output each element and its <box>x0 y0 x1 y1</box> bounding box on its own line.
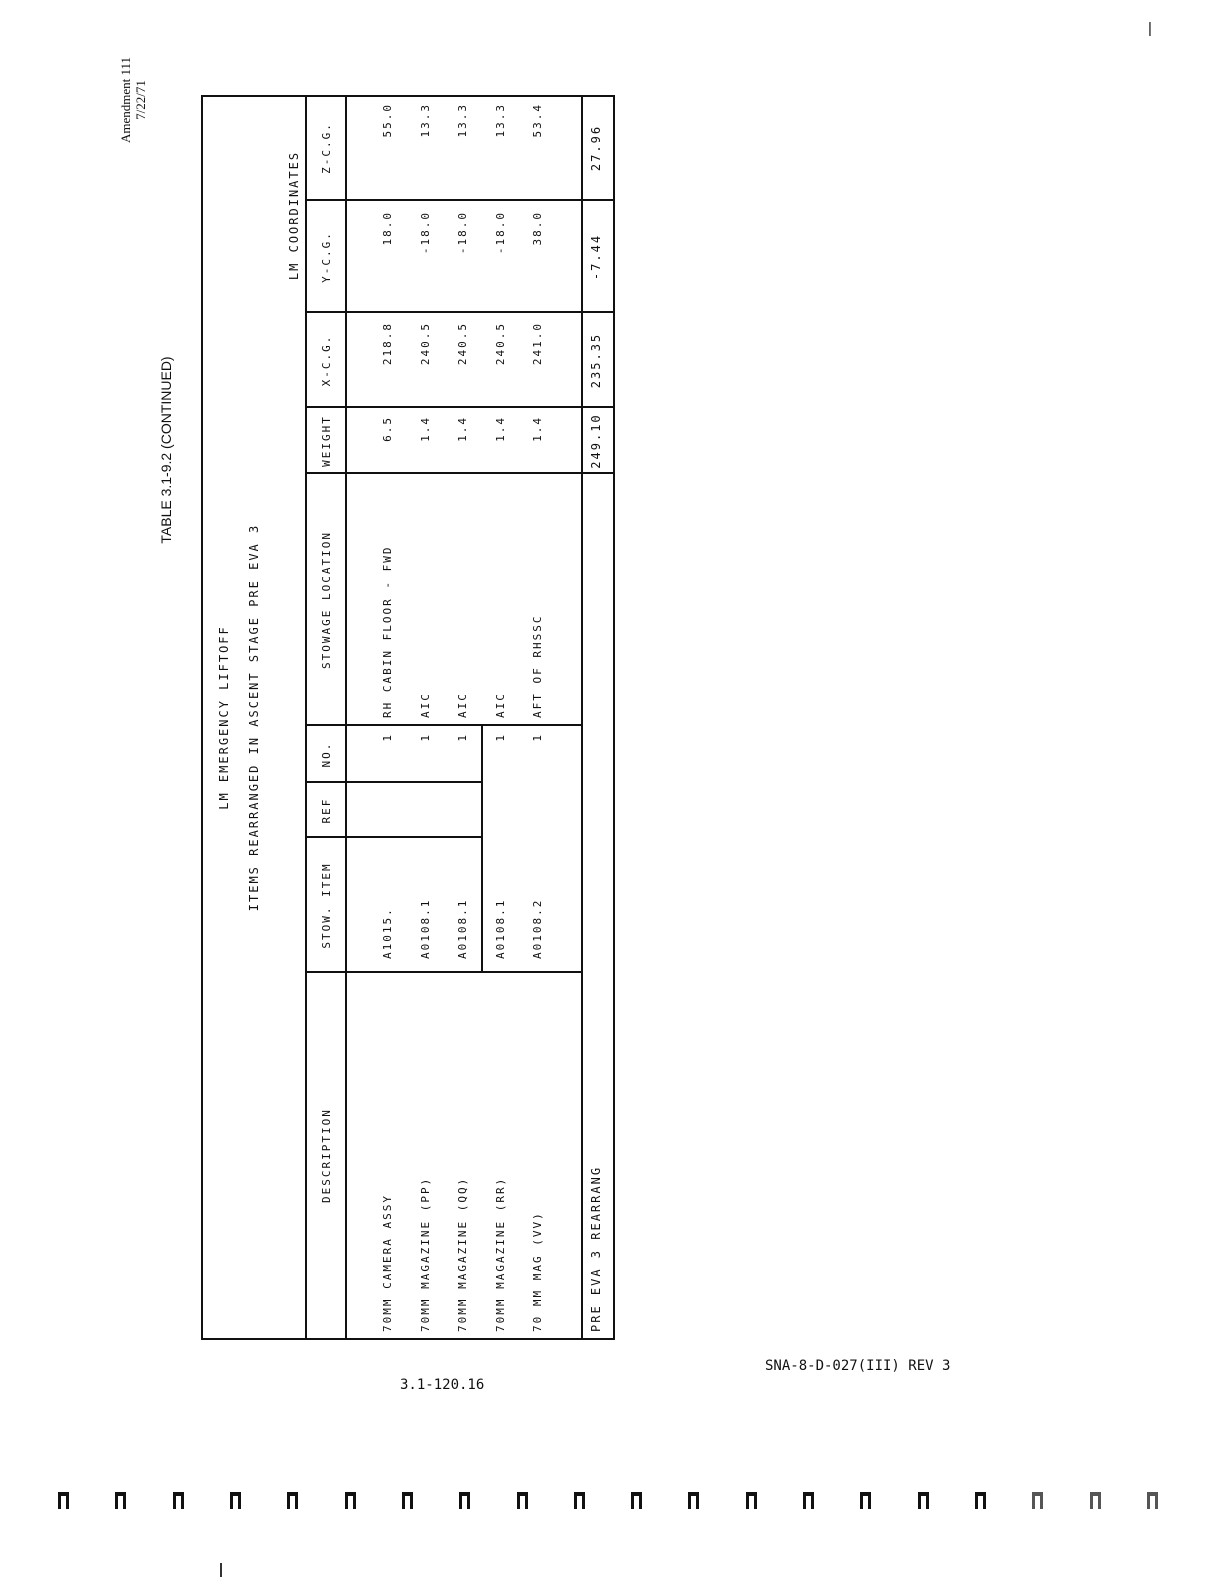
table-caption-1: LM EMERGENCY LIFTOFF <box>217 625 231 810</box>
table-row: 70MM MAGAZINE (RR) <box>493 1176 507 1332</box>
table-cell: A0108.1 <box>493 898 507 959</box>
table-cell: -18.0 <box>493 211 507 255</box>
registration-mark <box>574 1492 585 1509</box>
scan-artifact-mark <box>220 1563 222 1577</box>
table-cell: 1 <box>418 733 432 742</box>
total-row <box>579 97 613 1338</box>
registration-mark <box>58 1492 69 1509</box>
col-divider <box>305 724 583 726</box>
total-label: PRE EVA 3 REARRANG <box>589 1165 603 1332</box>
table-row: 70MM MAGAZINE (PP) <box>418 1176 432 1332</box>
stow-item-column <box>357 899 570 959</box>
x-cg-column <box>357 322 570 406</box>
table-row: 70MM MAGAZINE (QQ) <box>456 1176 469 1332</box>
col-no: NO. <box>319 741 333 768</box>
table-cell: -18.0 <box>418 211 432 255</box>
registration-mark <box>860 1492 871 1509</box>
amendment-date: 7/22/71 <box>133 80 148 120</box>
col-location: STOWAGE LOCATION <box>319 531 333 669</box>
col-divider <box>305 472 615 474</box>
table-cell: A0108.1 <box>418 898 432 959</box>
page-number: 3.1-120.16 <box>400 1377 485 1393</box>
table-cell: 1 <box>531 733 544 742</box>
table-cell: AIC <box>418 692 432 718</box>
table-cell: 240.5 <box>456 322 469 366</box>
scan-registration-marks <box>58 1492 1158 1512</box>
table-cell: 1 <box>456 733 469 742</box>
table-cell: AIC <box>493 692 507 718</box>
table-cell: 1.4 <box>493 416 507 442</box>
table-cell: 13.3 <box>418 103 432 138</box>
registration-mark <box>1090 1492 1101 1509</box>
col-divider <box>305 311 615 313</box>
col-divider <box>305 836 481 838</box>
registration-mark <box>631 1492 642 1509</box>
table-cell: 13.3 <box>456 103 469 138</box>
registration-mark <box>975 1492 986 1509</box>
table-cell: 1 <box>493 733 507 742</box>
registration-mark <box>230 1492 241 1509</box>
registration-mark <box>345 1492 356 1509</box>
table-cell: 38.0 <box>531 211 544 246</box>
registration-mark <box>1032 1492 1043 1509</box>
table-cell: -18.0 <box>456 211 469 255</box>
table-cell: A1015. <box>381 907 394 959</box>
stowage-table <box>201 95 615 1340</box>
description-column <box>357 1177 570 1332</box>
location-column <box>357 546 570 718</box>
table-cell: 53.4 <box>531 103 544 138</box>
total-z-cg: 27.96 <box>589 124 603 172</box>
stowage-table-rotated <box>201 95 615 1340</box>
amendment-label: Amendment 111 <box>118 56 133 144</box>
col-stow-item: STOW. ITEM <box>319 862 333 949</box>
registration-mark <box>918 1492 929 1509</box>
table-title: TABLE 3.1-9.2 (CONTINUED) <box>158 356 174 544</box>
table-caption-2: ITEMS REARRANGED IN ASCENT STAGE PRE EVA 3 <box>247 523 261 912</box>
total-weight: 249.10 <box>589 413 603 469</box>
table-cell: 240.5 <box>418 322 432 366</box>
registration-mark <box>688 1492 699 1509</box>
registration-mark <box>746 1492 757 1509</box>
col-z-cg: Z-C.G. <box>319 122 333 174</box>
z-cg-column <box>357 103 570 199</box>
table-cell: 1 <box>381 733 394 742</box>
document-id: SNA-8-D-027(III) REV 3 <box>765 1358 951 1374</box>
registration-mark <box>173 1492 184 1509</box>
y-cg-column <box>357 211 570 311</box>
col-y-cg: Y-C.G. <box>319 231 333 283</box>
table-cell: 13.3 <box>493 103 507 138</box>
table-cell: AIC <box>456 692 469 718</box>
total-y-cg: -7.44 <box>589 233 603 281</box>
weight-column <box>357 416 570 472</box>
table-cell: A0108.2 <box>531 898 544 959</box>
table-cell: A0108.1 <box>456 898 469 959</box>
registration-mark <box>517 1492 528 1509</box>
registration-mark <box>402 1492 413 1509</box>
col-description: DESCRIPTION <box>319 1108 333 1203</box>
table-cell: 1.4 <box>418 416 432 442</box>
registration-mark <box>287 1492 298 1509</box>
col-ref: REF <box>319 797 333 824</box>
amendment-note <box>118 40 148 160</box>
col-divider <box>305 971 583 973</box>
page-corner-mark: | <box>1148 20 1152 37</box>
col-divider <box>305 199 615 201</box>
table-row: 70 MM MAG (VV) <box>531 1211 544 1332</box>
table-cell: AFT OF RHSSC <box>531 614 544 718</box>
header-row <box>305 97 347 1338</box>
registration-mark <box>803 1492 814 1509</box>
table-cell: 55.0 <box>381 103 394 138</box>
total-x-cg: 235.35 <box>589 332 603 389</box>
coordinates-group-label: LM COORDINATES <box>287 150 301 281</box>
table-cell: 18.0 <box>381 211 394 246</box>
registration-mark <box>459 1492 470 1509</box>
table-cell: 6.5 <box>381 416 394 442</box>
registration-mark <box>115 1492 126 1509</box>
no-column <box>357 733 570 783</box>
table-cell: RH CABIN FLOOR - FWD <box>381 545 394 718</box>
table-cell: 1.4 <box>531 416 544 442</box>
table-cell: 241.0 <box>531 322 544 366</box>
table-cell: 218.8 <box>381 322 394 366</box>
col-weight: WEIGHT <box>319 415 333 467</box>
col-x-cg: X-C.G. <box>319 334 333 387</box>
registration-mark <box>1147 1492 1158 1509</box>
table-cell: 1.4 <box>456 416 469 442</box>
table-cell: 240.5 <box>493 322 507 366</box>
table-row: 70MM CAMERA ASSY <box>381 1194 394 1332</box>
col-divider <box>305 406 615 408</box>
